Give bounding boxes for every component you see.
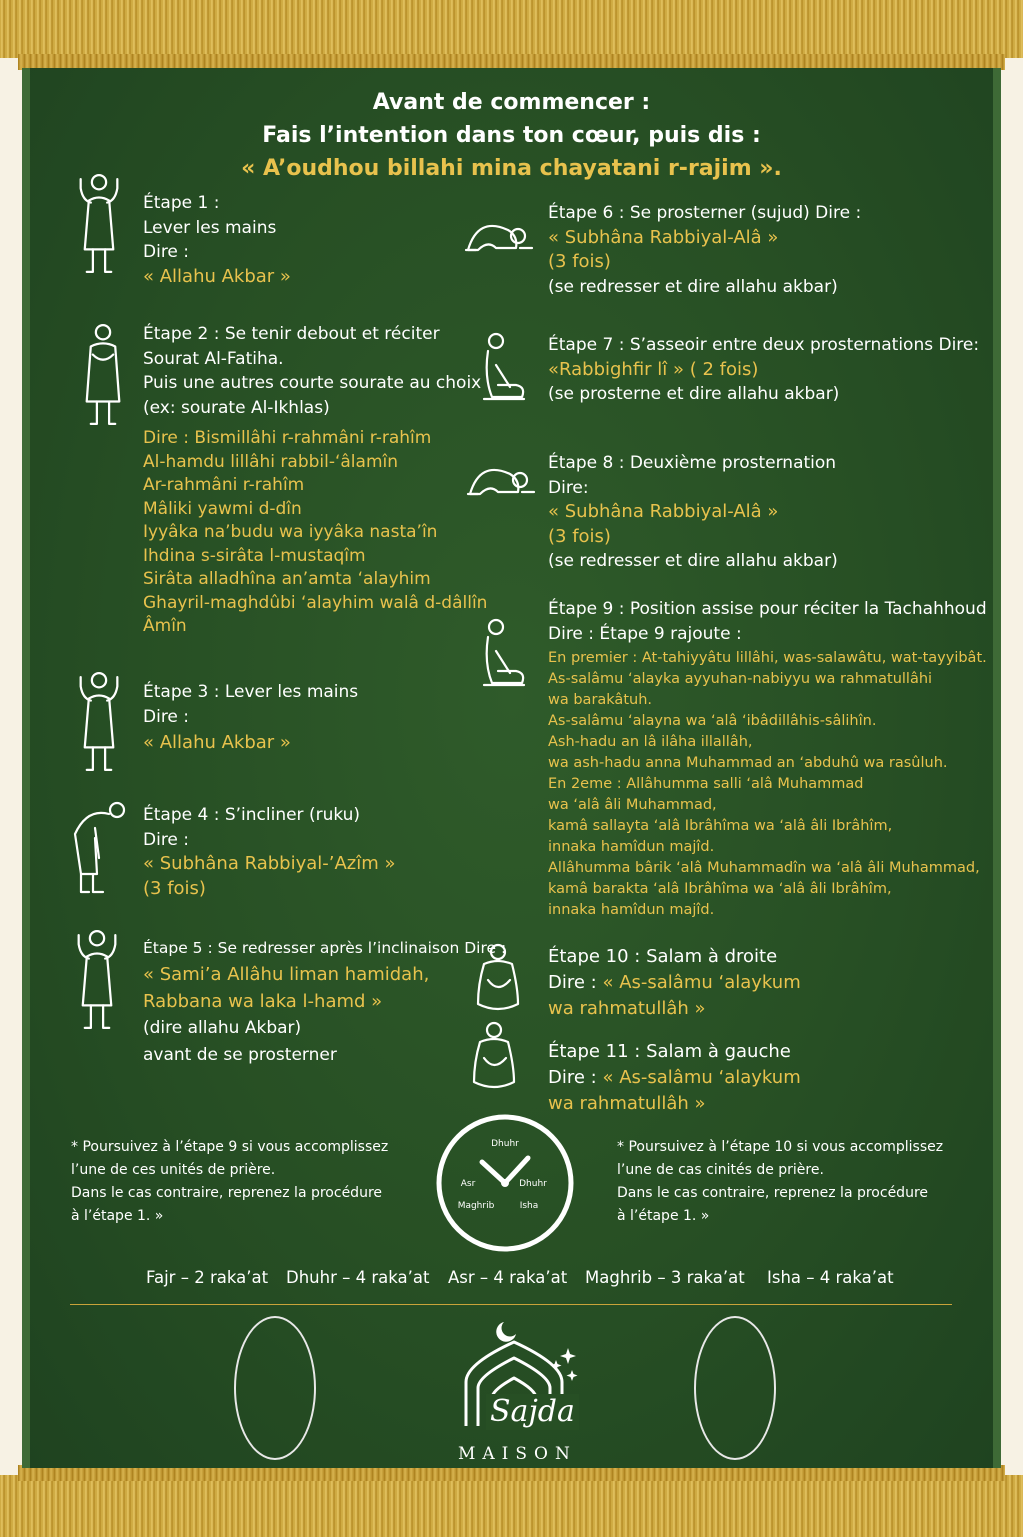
recitation-line: As-salâmu ‘alayna wa ‘alâ ‘ibâdillâhis-sâlihîn. <box>548 713 877 729</box>
step-10-title: Étape 10 : Salam à droite <box>548 946 778 967</box>
rakaat-fajr: Fajr – 2 raka’at <box>146 1268 269 1287</box>
brand-sub: MAISON <box>458 1444 577 1464</box>
note-line: * Poursuivez à l’étape 10 si vous accomplissez <box>617 1139 944 1155</box>
step-8-title: Étape 8 : Deuxième prosternation <box>548 453 837 473</box>
step-4-quote: « Subhâna Rabbiyal-’Azîm » <box>143 853 396 874</box>
top-fringe <box>0 0 1023 58</box>
bottom-fringe <box>0 1475 1023 1537</box>
rakaat-dhuhr: Dhuhr – 4 raka’at <box>286 1268 430 1287</box>
step-6-quote: « Subhâna Rabbiyal-Alâ » <box>548 226 779 248</box>
step-4-count: (3 fois) <box>143 877 206 899</box>
rakaat-maghrib: Maghrib – 3 raka’at <box>585 1268 745 1287</box>
prostrating-icon <box>458 200 538 264</box>
step-8-quote: « Subhâna Rabbiyal-Alâ » <box>548 501 779 522</box>
note-line: Dans le cas contraire, reprenez la procédure <box>71 1185 383 1201</box>
step-3-quote: « Allahu Akbar » <box>143 732 291 753</box>
standing-hands-raised-icon <box>66 926 128 1038</box>
standing-hands-raised-icon <box>68 668 130 780</box>
step-1-title: Étape 1 : <box>143 193 220 213</box>
step-8-count: (3 fois) <box>548 525 611 547</box>
step-9-say: Dire : Étape 9 rajoute : <box>548 623 742 644</box>
recitation-line: Sirâta alladhîna an’amta ‘alayhim <box>143 569 431 589</box>
note-line: l’une de cas cinités de prière. <box>617 1162 824 1178</box>
step-2-text: Sourat Al-Fatiha. <box>143 348 284 369</box>
recitation-line: innaka hamîdun majîd. <box>548 902 715 918</box>
recitation-line: Mâliki yawmi d-dîn <box>143 498 302 519</box>
step-9-title: Étape 9 : Position assise pour réciter la Tachahhoud <box>548 599 987 619</box>
rakaat-asr: Asr – 4 raka’at <box>448 1268 568 1287</box>
step-4-say: Dire : <box>143 829 190 850</box>
step-8 <box>548 451 838 574</box>
step-5 <box>143 936 506 1069</box>
recitation-line: Dire : Bismillâhi r-rahmâni r-rahîm <box>143 428 432 448</box>
gold-separator <box>70 1304 952 1305</box>
note-left <box>71 1136 388 1228</box>
recitation-line: As-salâmu ‘alayka ayyuhan-nabiyyu wa rahmatullâhi <box>548 671 933 687</box>
step-3-title: Étape 3 : Lever les mains <box>143 682 359 702</box>
recitation-line: wa ash-hadu anna Muhammad an ‘abduhû wa rasûluh. <box>548 755 948 771</box>
recitation-line: kamâ barakta ‘alâ Ibrâhîma wa ‘alâ âli Ibrâhîm, <box>548 881 892 897</box>
step-2-text: (ex: sourate Al-Ikhlas) <box>143 397 330 418</box>
left-knee-oval <box>234 1316 316 1460</box>
clock-label-dhuhr: Dhuhr <box>491 1139 519 1149</box>
recitation-line: Ar-rahmâni r-rahîm <box>143 475 305 495</box>
step-1-quote: « Allahu Akbar » <box>143 265 291 287</box>
recitation-line: wa barakâtuh. <box>548 692 652 708</box>
step-11-quote: « As-salâmu ‘alaykum <box>602 1066 801 1088</box>
step-6-after: (se redresser et dire allahu akbar) <box>548 276 838 297</box>
step-1-say: Dire : <box>143 242 190 262</box>
step-2 <box>143 322 481 420</box>
step-10-quote: « As-salâmu ‘alaykum <box>602 971 801 993</box>
recitation-line: Allâhumma bârik ‘alâ Muhammadîn wa ‘alâ âli Muhammad, <box>548 860 980 876</box>
standing-hands-raised-icon <box>68 170 130 282</box>
header-line-3: « A’oudhou billahi mina chayatani r-rajim ». <box>241 156 782 181</box>
clock-icon <box>432 1112 578 1254</box>
step-4-title: Étape 4 : S’incliner (ruku) <box>143 805 361 825</box>
step-8-say: Dire: <box>548 477 589 498</box>
recitation-line: Âmîn <box>143 616 187 636</box>
step-11-say: Dire : <box>548 1066 603 1088</box>
recitation-line: Ash-hadu an lâ ilâha illallâh, <box>548 734 753 750</box>
step-6 <box>548 201 861 299</box>
step-1 <box>143 191 291 289</box>
step-5-quote: « Sami’a Allâhu liman hamidah, <box>143 963 430 985</box>
step-10-quote-end: wa rahmatullâh » <box>548 997 706 1019</box>
step-11-quote-end: wa rahmatullâh » <box>548 1092 706 1114</box>
note-line: à l’étape 1. » <box>617 1208 710 1224</box>
note-line: l’une de ces unités de prière. <box>71 1162 276 1178</box>
step-11-title: Étape 11 : Salam à gauche <box>548 1041 791 1062</box>
rakaat-isha: Isha – 4 raka’at <box>767 1268 894 1287</box>
step-5-title: Étape 5 : Se redresser après l’inclinaison Dire : <box>143 939 507 957</box>
step-3 <box>143 680 358 756</box>
step-7-after: (se prosterne et dire allahu akbar) <box>548 384 840 404</box>
note-line: Dans le cas contraire, reprenez la procédure <box>617 1185 929 1201</box>
recitation-line: Ihdina s-sirâta l-mustaqîm <box>143 545 366 566</box>
recitation-line: innaka hamîdun majîd. <box>548 839 715 855</box>
standing-hands-folded-icon <box>72 320 134 432</box>
note-right <box>617 1136 943 1228</box>
step-6-count: (3 fois) <box>548 251 611 272</box>
step-5-after: avant de se prosterner <box>143 1044 337 1065</box>
recitation-line: En premier : At-tahiyyâtu lillâhi, was-salawâtu, wat-tayyibât. <box>548 650 987 666</box>
brand-name: Sajda <box>486 1394 579 1430</box>
recitation-line: En 2eme : Allâhumma salli ‘alâ Muhammad <box>548 776 864 792</box>
step-6-title: Étape 6 : Se prosterner (sujud) Dire : <box>548 203 862 223</box>
step-11 <box>548 1040 801 1117</box>
step-3-say: Dire : <box>143 706 190 727</box>
clock-label-dhuhr-right: Dhuhr <box>519 1179 547 1189</box>
step-1-text: Lever les mains <box>143 217 277 238</box>
step-2-text: Puis une autres courte sourate au choix <box>143 373 482 393</box>
note-line: à l’étape 1. » <box>71 1208 164 1224</box>
note-line: * Poursuivez à l’étape 9 si vous accomplissez <box>71 1139 389 1155</box>
step-10 <box>548 945 801 1022</box>
recitation-line: wa ‘alâ âli Muhammad, <box>548 797 717 813</box>
step-9-recitation <box>548 648 987 921</box>
step-10-say: Dire : <box>548 971 603 993</box>
clock-label-maghrib: Maghrib <box>457 1201 495 1211</box>
step-7-quote: «Rabbighfir lî » ( 2 fois) <box>548 358 759 380</box>
step-5-quote: Rabbana wa laka l-hamd » <box>143 990 383 1012</box>
step-4 <box>143 803 396 901</box>
step-5-after: (dire allahu Akbar) <box>143 1017 302 1038</box>
recitation-line: Iyyâka na’budu wa iyyâka nasta’în <box>143 522 438 542</box>
step-7-title: Étape 7 : S’asseoir entre deux prosternations Dire: <box>548 335 980 355</box>
step-2-title: Étape 2 : Se tenir debout et réciter <box>143 324 440 344</box>
recitation-line: Al-hamdu lillâhi rabbil-‘âlamîn <box>143 451 399 472</box>
recitation-line: Ghayril-maghdûbi ‘alayhim walâ d-dâllîn <box>143 592 488 613</box>
bowing-icon <box>60 796 132 896</box>
step-9 <box>548 597 987 646</box>
header-line-2: Fais l’intention dans ton cœur, puis dis : <box>262 123 761 148</box>
recitation-line: kamâ sallayta ‘alâ Ibrâhîma wa ‘alâ âli Ibrâhîm, <box>548 818 893 834</box>
header-line-1: Avant de commencer : <box>372 90 651 115</box>
clock-label-asr: Asr <box>460 1179 476 1189</box>
step-7 <box>548 333 979 407</box>
step-8-after: (se redresser et dire allahu akbar) <box>548 551 838 571</box>
clock-label-isha: Isha <box>519 1201 539 1211</box>
right-knee-oval <box>694 1316 776 1460</box>
step-2-recitation <box>143 427 487 639</box>
